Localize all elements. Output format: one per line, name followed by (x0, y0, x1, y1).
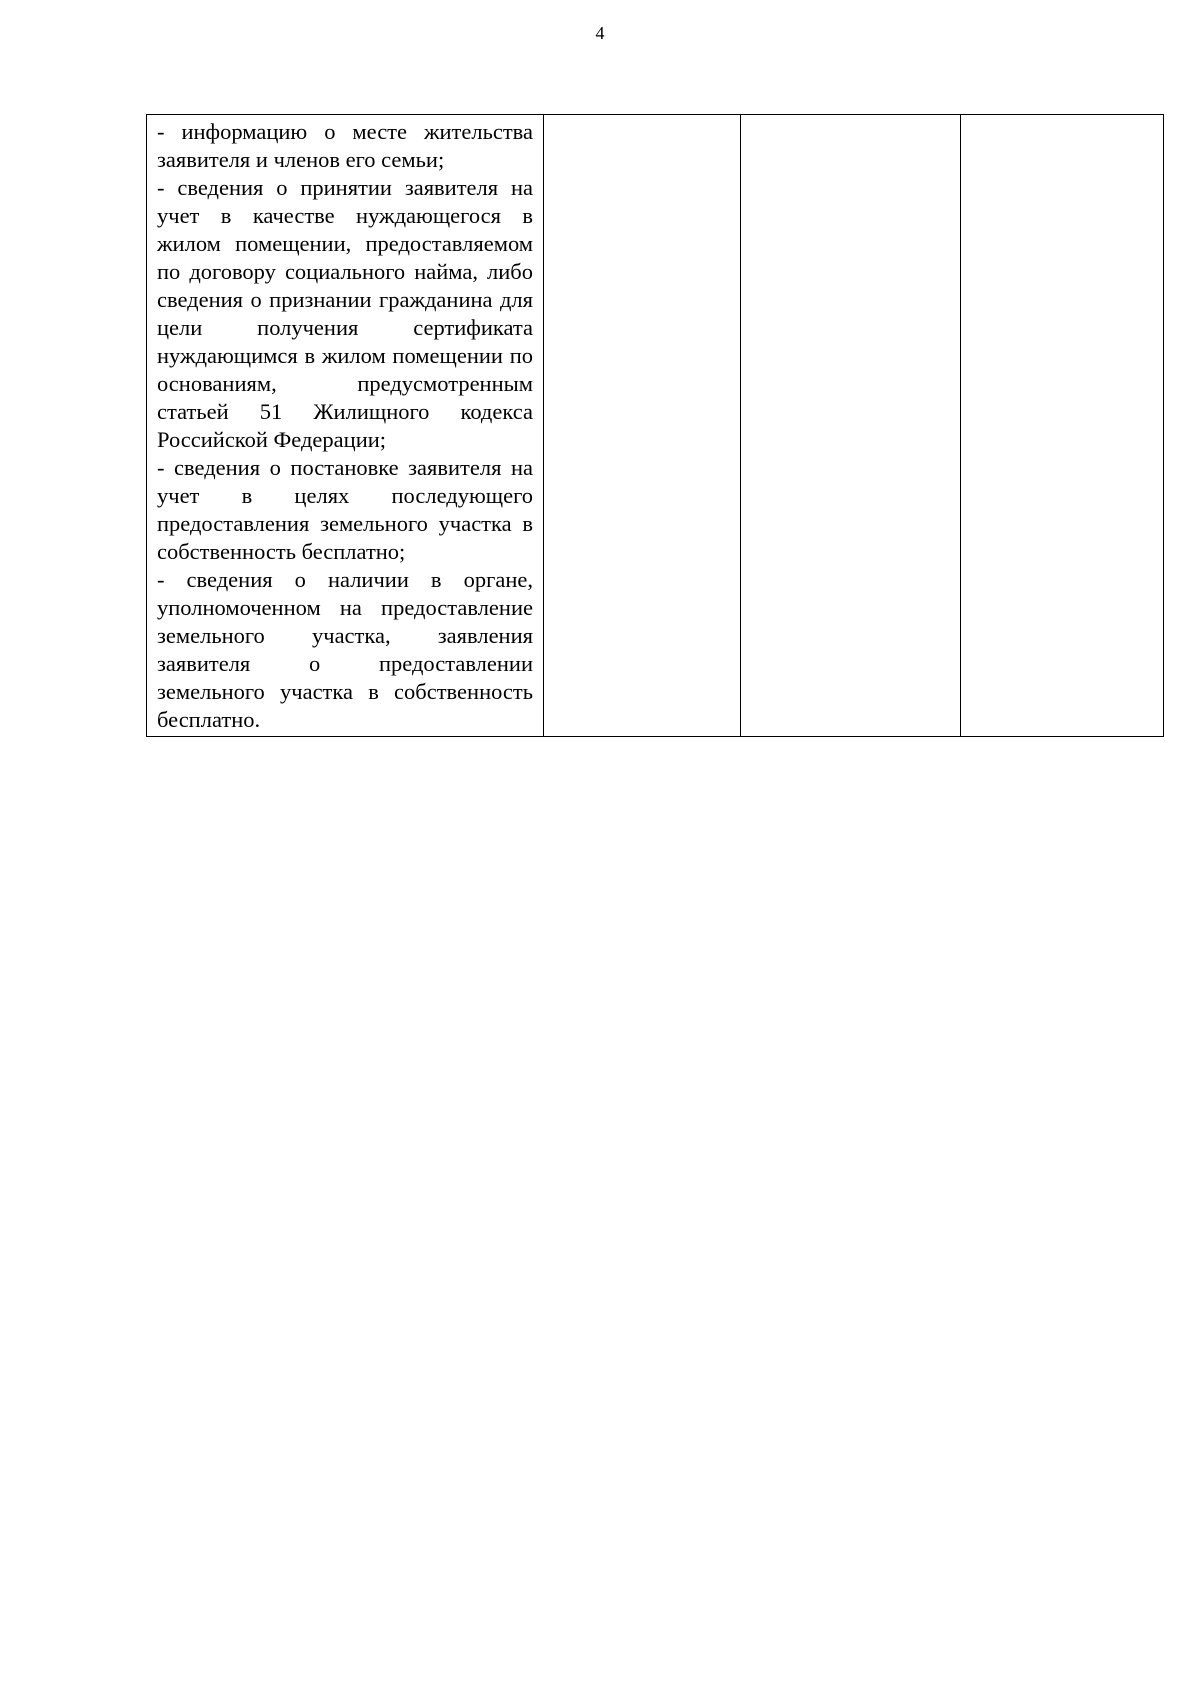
list-item-residence-info: - информацию о месте жительства заявителя и членов его семьи; (157, 119, 533, 172)
table-row (147, 115, 1164, 737)
page-number: 4 (595, 23, 605, 43)
cell-text-block (147, 115, 543, 736)
list-item-housing-registration: - сведения о принятии заявителя на учет в качестве нуждающегося в жилом помещении, предоставляемом по договору социального найма, либо сведения о признании гражданина для цели получения сертификата нуждающимся в жилом помещении по основаниям, предусмотренным статьей 51 Жилищного кодекса Российской Федерации; (157, 175, 533, 452)
table-cell-empty (544, 115, 741, 737)
table-cell-empty (741, 115, 961, 737)
table-cell-description (147, 115, 544, 737)
table-cell-empty (961, 115, 1164, 737)
document-table (146, 114, 1164, 737)
list-item-land-registration: - сведения о постановке заявителя на учет в целях последующего предоставления земельного участка в собственность бесплатно; (157, 455, 533, 564)
list-item-land-application: - сведения о наличии в органе, уполномоченном на предоставление земельного участка, заявления заявителя о предоставлении земельного участка в собственность бесплатно. (157, 567, 533, 732)
